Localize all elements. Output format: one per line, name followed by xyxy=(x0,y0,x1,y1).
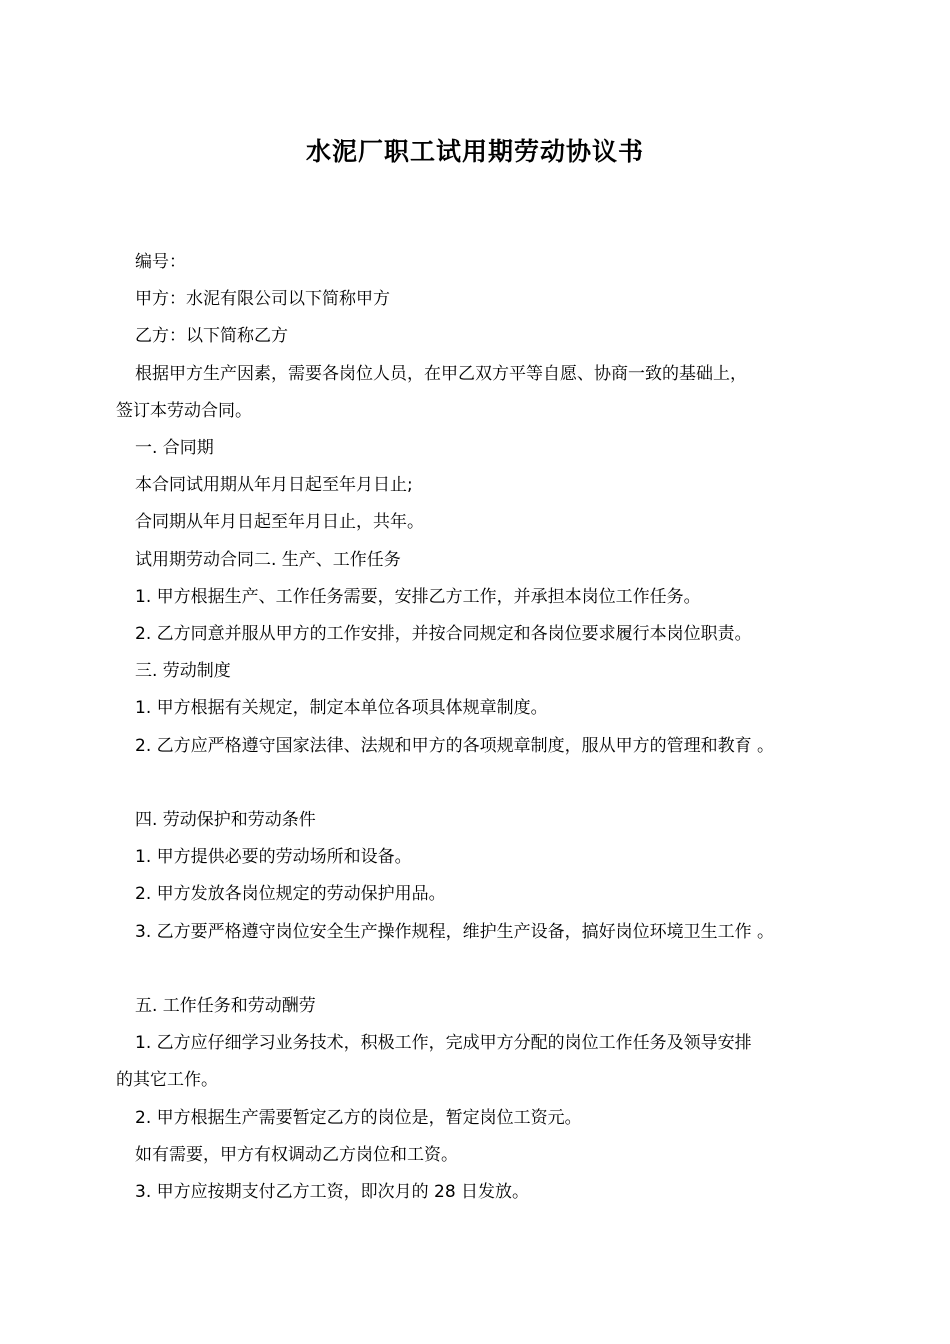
paragraph: 本合同试用期从年月日起至年月日止; xyxy=(135,475,413,496)
section-heading-1: 一. 合同期 xyxy=(135,438,214,459)
section-heading-5: 五. 工作任务和劳动酬劳 xyxy=(135,996,316,1017)
paragraph: 合同期从年月日起至年月日止，共年。 xyxy=(135,512,424,533)
paragraph-continuation: 的其它工作。 xyxy=(116,1070,218,1091)
section-heading-2: 试用期劳动合同二. 生产、工作任务 xyxy=(135,549,401,570)
paragraph: 1. 甲方根据有关规定，制定本单位各项具体规章制度。 xyxy=(135,698,548,719)
document-body xyxy=(116,244,856,1211)
paragraph: 3. 甲方应按期支付乙方工资，即次月的 28 日发放。 xyxy=(135,1182,530,1203)
section-heading-4: 四. 劳动保护和劳动条件 xyxy=(135,810,316,831)
paragraph: 2. 甲方发放各岗位规定的劳动保护用品。 xyxy=(135,884,446,905)
paragraph: 2. 乙方同意并服从甲方的工作安排，并按合同规定和各岗位要求履行本岗位职责。 xyxy=(135,624,752,645)
preamble-line-1: 根据甲方生产因素，需要各岗位人员，在甲乙双方平等自愿、协商一致的基础上， xyxy=(135,363,747,384)
party-b-line: 乙方：以下简称乙方 xyxy=(135,326,288,347)
paragraph: 3. 乙方要严格遵守岗位安全生产操作规程，维护生产设备，搞好岗位环境卫生工作 。 xyxy=(135,921,775,942)
paragraph: 1. 甲方根据生产、工作任务需要，安排乙方工作，并承担本岗位工作任务。 xyxy=(135,586,701,607)
paragraph: 1. 乙方应仔细学习业务技术，积极工作，完成甲方分配的岗位工作任务及领导安排 xyxy=(135,1033,752,1054)
preamble-line-2: 签订本劳动合同。 xyxy=(116,400,252,421)
paragraph: 如有需要，甲方有权调动乙方岗位和工资。 xyxy=(135,1144,458,1165)
paragraph: 1. 甲方提供必要的劳动场所和设备。 xyxy=(135,847,412,868)
paragraph: 2. 甲方根据生产需要暂定乙方的岗位是，暂定岗位工资元。 xyxy=(135,1107,582,1128)
contract-number-line: 编号： xyxy=(135,252,186,272)
section-heading-3: 三. 劳动制度 xyxy=(135,661,231,682)
paragraph: 2. 乙方应严格遵守国家法律、法规和甲方的各项规章制度，服从甲方的管理和教育 。 xyxy=(135,735,775,756)
document-title: 水泥厂职工试用期劳动协议书 xyxy=(305,137,644,166)
party-a-line: 甲方：水泥有限公司以下简称甲方 xyxy=(135,289,390,310)
